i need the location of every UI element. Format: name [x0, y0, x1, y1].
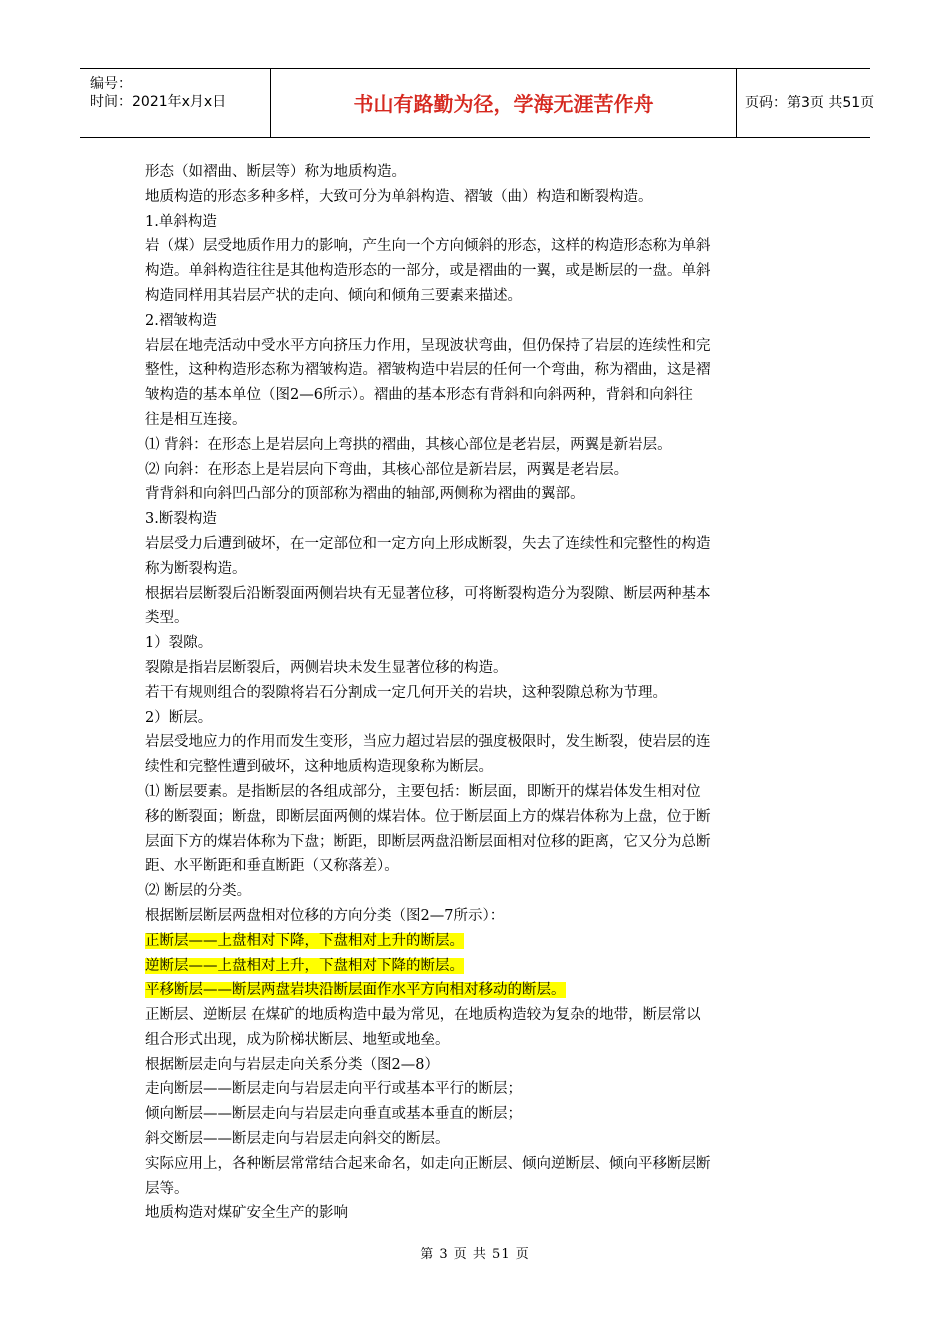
body-line: 续性和完整性遭到破坏，这种地质构造现象称为断层。: [145, 759, 493, 776]
body-line: 倾向断层——断层走向与岩层走向垂直或基本垂直的断层；: [145, 1106, 522, 1123]
body-line: 若干有规则组合的裂隙将岩石分割成一定几何开关的岩块，这种裂隙总称为节理。: [145, 684, 667, 701]
body-line: 距、水平断距和垂直断距（又称落差）。: [145, 858, 399, 875]
body-line: 层面下方的煤岩体称为下盘；断距，即断层两盘沿断层面相对位移的距离，它又分为总断: [145, 833, 711, 850]
body-line: 裂隙是指岩层断裂后，两侧岩块未发生显著位移的构造。: [145, 659, 508, 676]
body-line: 往是相互连接。: [145, 411, 247, 428]
document-body: [145, 160, 810, 1226]
time-label: 时间：2021年x月x日: [90, 94, 227, 110]
header-meta-cell: [80, 69, 270, 137]
body-line: 层等。: [145, 1180, 189, 1197]
subsection-heading: 1）裂隙。: [145, 635, 213, 652]
highlighted-line: [145, 929, 810, 954]
body-line: 实际应用上，各种断层常常结合起来命名，如走向正断层、倾向逆断层、倾向平移断层断: [145, 1155, 711, 1172]
body-line: 岩层受力后遭到破坏，在一定部位和一定方向上形成断裂，失去了连续性和完整性的构造: [145, 535, 711, 552]
body-line: 正断层、逆断层 在煤矿的地质构造中最为常见，在地质构造较为复杂的地带，断层常以: [145, 1007, 701, 1024]
body-line: 走向断层——断层走向与岩层走向平行或基本平行的断层；: [145, 1081, 522, 1098]
subsection-heading: 2）断层。: [145, 709, 213, 726]
highlight-text: 逆断层——上盘相对上升，下盘相对下降的断层。: [145, 957, 464, 974]
document-header: [80, 68, 875, 138]
body-line: 移的断裂面；断盘，即断层面两侧的煤岩体。位于断层面上方的煤岩体称为上盘，位于断: [145, 808, 711, 825]
motto: 书山有路勤为径，学海无涯苦作舟: [353, 92, 654, 116]
body-line: ⑵ 向斜：在形态上是岩层向下弯曲，其核心部位是新岩层，两翼是老岩层。: [145, 461, 629, 478]
header-motto-cell: [270, 69, 737, 137]
body-line: ⑴ 背斜：在形态上是岩层向上弯拱的褶曲，其核心部位是老岩层，两翼是新岩层。: [145, 436, 672, 453]
highlighted-line: [145, 954, 810, 979]
body-line: 背背斜和向斜凹凸部分的顶部称为褶曲的轴部,两侧称为褶曲的翼部。: [145, 486, 585, 503]
section-heading: 1.单斜构造: [145, 213, 217, 230]
body-line: ⑵ 断层的分类。: [145, 883, 252, 900]
body-line: 构造同样用其岩层产状的走向、倾向和倾角三要素来描述。: [145, 287, 522, 304]
body-line: 皱构造的基本单位（图2—6所示）。褶曲的基本形态有背斜和向斜两种，背斜和向斜往: [145, 387, 693, 404]
highlight-text: 正断层——上盘相对下降，下盘相对上升的断层。: [145, 932, 464, 949]
body-line: 形态（如褶曲、断层等）称为地质构造。: [145, 164, 406, 180]
body-line: 岩层受地应力的作用而发生变形，当应力超过岩层的强度极限时，发生断裂，使岩层的连: [145, 734, 711, 751]
page-code: 页码：第3页 共51页: [745, 95, 875, 111]
section-heading: 3.断裂构造: [145, 511, 217, 528]
body-line: 斜交断层——断层走向与岩层走向斜交的断层。: [145, 1131, 450, 1148]
section-heading: 地质构造对煤矿安全生产的影响: [145, 1205, 348, 1222]
body-line: 整性，这种构造形态称为褶皱构造。褶皱构造中岩层的任何一个弯曲，称为褶曲，这是褶: [145, 362, 711, 379]
body-line: 根据岩层断裂后沿断裂面两侧岩块有无显著位移，可将断裂构造分为裂隙、断层两种基本: [145, 585, 711, 602]
highlighted-line: [145, 978, 810, 1003]
page-footer: 第 3 页 共 51 页: [420, 1247, 530, 1262]
body-line: ⑴ 断层要素。是指断层的各组成部分，主要包括：断层面，即断开的煤岩体发生相对位: [145, 783, 701, 800]
body-line: 类型。: [145, 610, 189, 627]
body-line: 根据断层走向与岩层走向关系分类（图2—8）: [145, 1056, 439, 1073]
body-line: 岩（煤）层受地质作用力的影响，产生向一个方向倾斜的形态，这样的构造形态称为单斜: [145, 238, 711, 255]
section-heading: 2.褶皱构造: [145, 312, 217, 329]
highlight-text: 平移断层——断层两盘岩块沿断层面作水平方向相对移动的断层。: [145, 982, 566, 999]
header-page-cell: [735, 69, 875, 137]
body-line: 组合形式出现，成为阶梯状断层、地堑或地垒。: [145, 1031, 450, 1048]
body-line: 根据断层断层两盘相对位移的方向分类（图2—7所示）：: [145, 907, 505, 924]
number-label: 编号：: [90, 76, 132, 92]
body-line: 构造。单斜构造往往是其他构造形态的一部分，或是褶曲的一翼，或是断层的一盘。单斜: [145, 263, 711, 280]
body-line: 称为断裂构造。: [145, 560, 247, 577]
body-line: 地质构造的形态多种多样，大致可分为单斜构造、褶皱（曲）构造和断裂构造。: [145, 188, 653, 205]
body-line: 岩层在地壳活动中受水平方向挤压力作用，呈现波状弯曲，但仍保持了岩层的连续性和完: [145, 337, 711, 354]
